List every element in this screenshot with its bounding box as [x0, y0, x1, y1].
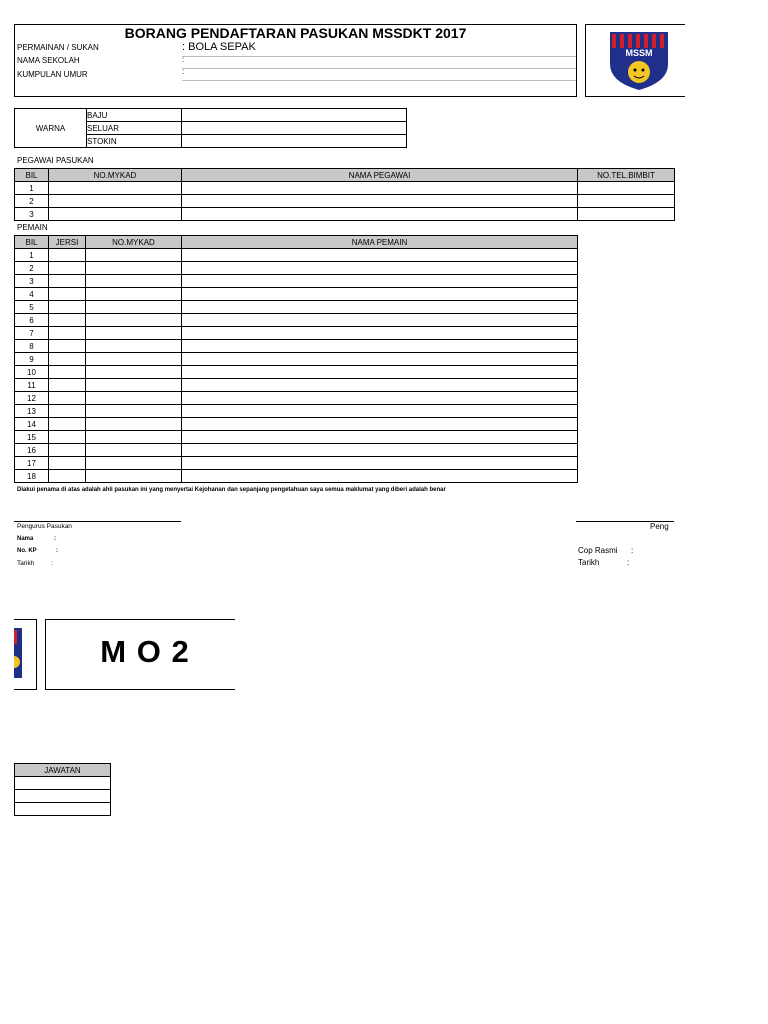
sig-tarikh-colon-right: :	[627, 558, 630, 567]
warna-input-baju[interactable]	[182, 109, 407, 122]
sig-nama-label: Nama	[17, 536, 34, 542]
table-row	[15, 418, 578, 431]
pegawai-col-nama: NAMA PEGAWAI	[182, 169, 578, 182]
field-line-2	[182, 68, 576, 69]
jawatan-table	[14, 763, 111, 816]
pemain-nama-cell[interactable]	[182, 262, 578, 275]
pemain-nama-cell[interactable]	[182, 392, 578, 405]
mssm-logo-partial	[14, 628, 22, 678]
pemain-jersi-cell[interactable]	[49, 301, 86, 314]
pemain-jersi-cell[interactable]	[49, 457, 86, 470]
table-row	[15, 405, 578, 418]
field-label-sekolah: NAMA SEKOLAH	[17, 56, 80, 65]
pemain-nama-cell[interactable]	[182, 366, 578, 379]
pemain-nama-cell[interactable]	[182, 288, 578, 301]
pemain-col-mykad: NO.MYKAD	[86, 236, 182, 249]
pemain-bil: 10	[15, 366, 49, 379]
pemain-mykad-cell[interactable]	[86, 405, 182, 418]
table-row	[15, 262, 578, 275]
sig-nokp-label: No. KP	[17, 548, 37, 554]
pegawai-cell[interactable]	[49, 195, 182, 208]
pemain-mykad-cell[interactable]	[86, 249, 182, 262]
pemain-nama-cell[interactable]	[182, 301, 578, 314]
warna-item-stokin: STOKIN	[87, 135, 182, 148]
pemain-mykad-cell[interactable]	[86, 470, 182, 483]
pegawai-cell[interactable]	[578, 195, 675, 208]
pemain-bil: 7	[15, 327, 49, 340]
pegawai-bil: 3	[15, 208, 49, 221]
warna-item-seluar: SELUAR	[87, 122, 182, 135]
logo-text: MSSM	[625, 48, 653, 58]
table-row	[15, 182, 675, 195]
warna-table	[14, 108, 407, 148]
field-value-umur[interactable]: :	[182, 67, 185, 76]
pemain-bil: 9	[15, 353, 49, 366]
table-row	[15, 803, 111, 816]
pegawai-bil: 2	[15, 195, 49, 208]
pemain-jersi-cell[interactable]	[49, 444, 86, 457]
pemain-nama-cell[interactable]	[182, 327, 578, 340]
table-row	[15, 327, 578, 340]
pegawai-col-bil: BIL	[15, 169, 49, 182]
table-row	[15, 457, 578, 470]
table-row	[15, 195, 675, 208]
pemain-jersi-cell[interactable]	[49, 470, 86, 483]
field-value-sukan[interactable]: : BOLA SEPAK	[182, 41, 256, 53]
pemain-bil: 18	[15, 470, 49, 483]
signature-line-left	[14, 521, 181, 522]
pemain-jersi-cell[interactable]	[49, 288, 86, 301]
pemain-nama-cell[interactable]	[182, 379, 578, 392]
pegawai-cell[interactable]	[182, 195, 578, 208]
pemain-jersi-cell[interactable]	[49, 366, 86, 379]
table-row	[15, 249, 578, 262]
pemain-mykad-cell[interactable]	[86, 418, 182, 431]
table-row	[15, 790, 111, 803]
pemain-bil: 15	[15, 431, 49, 444]
pemain-bil: 16	[15, 444, 49, 457]
pemain-mykad-cell[interactable]	[86, 288, 182, 301]
table-row	[15, 288, 578, 301]
pemain-bil: 2	[15, 262, 49, 275]
code-text: M O 2	[100, 634, 190, 669]
pemain-jersi-cell[interactable]	[49, 353, 86, 366]
pemain-bil: 14	[15, 418, 49, 431]
form-title: BORANG PENDAFTARAN PASUKAN MSSDKT 2017	[124, 25, 467, 41]
sig-nama-colon: :	[54, 536, 56, 542]
pemain-jersi-cell[interactable]	[49, 340, 86, 353]
pemain-jersi-cell[interactable]	[49, 431, 86, 444]
pemain-col-bil: BIL	[15, 236, 49, 249]
pemain-nama-cell[interactable]	[182, 275, 578, 288]
jawatan-cell[interactable]	[15, 803, 111, 816]
pemain-jersi-cell[interactable]	[49, 392, 86, 405]
sig-cop-label: Cop Rasmi	[578, 546, 618, 555]
sig-tarikh-label: Tarikh	[17, 560, 35, 567]
pemain-mykad-cell[interactable]	[86, 366, 182, 379]
pemain-mykad-cell[interactable]	[86, 301, 182, 314]
pemain-bil: 1	[15, 249, 49, 262]
pemain-jersi-cell[interactable]	[49, 379, 86, 392]
pegawai-cell[interactable]	[182, 208, 578, 221]
pemain-mykad-cell[interactable]	[86, 314, 182, 327]
sig-tarikh-colon: :	[51, 560, 53, 567]
pemain-jersi-cell[interactable]	[49, 262, 86, 275]
pegawai-section-label: PEGAWAI PASUKAN	[17, 156, 94, 165]
table-row	[15, 301, 578, 314]
pegawai-cell[interactable]	[578, 182, 675, 195]
pemain-nama-cell[interactable]	[182, 353, 578, 366]
pemain-col-jersi: JERSI	[49, 236, 86, 249]
table-row	[15, 275, 578, 288]
table-row	[15, 366, 578, 379]
table-row	[15, 208, 675, 221]
pemain-jersi-cell[interactable]	[49, 314, 86, 327]
pemain-nama-cell[interactable]	[182, 314, 578, 327]
pemain-nama-cell[interactable]	[182, 470, 578, 483]
pemain-mykad-cell[interactable]	[86, 327, 182, 340]
table-row	[15, 314, 578, 327]
pemain-nama-cell[interactable]	[182, 418, 578, 431]
pemain-bil: 11	[15, 379, 49, 392]
pemain-jersi-cell[interactable]	[49, 327, 86, 340]
table-row	[15, 379, 578, 392]
sig-nokp-colon: :	[56, 548, 58, 554]
pemain-bil: 5	[15, 301, 49, 314]
table-row	[15, 392, 578, 405]
warna-input-stokin[interactable]	[182, 135, 407, 148]
warna-input-seluar[interactable]	[182, 122, 407, 135]
field-value-sekolah[interactable]: :	[182, 55, 185, 64]
pemain-nama-cell[interactable]	[182, 405, 578, 418]
pemain-mykad-cell[interactable]	[86, 340, 182, 353]
pemain-bil: 4	[15, 288, 49, 301]
pemain-bil: 13	[15, 405, 49, 418]
table-row	[15, 340, 578, 353]
jawatan-header: JAWATAN	[15, 764, 111, 777]
signature-title-left: Pengurus Pasukan	[17, 523, 72, 530]
pemain-col-nama: NAMA PEMAIN	[182, 236, 578, 249]
table-row	[15, 470, 578, 483]
warna-item-baju: BAJU	[87, 109, 182, 122]
pemain-mykad-cell[interactable]	[86, 431, 182, 444]
pegawai-bil: 1	[15, 182, 49, 195]
pemain-jersi-cell[interactable]	[49, 275, 86, 288]
pemain-mykad-cell[interactable]	[86, 275, 182, 288]
sig-tarikh-label-right: Tarikh	[578, 558, 600, 567]
pemain-jersi-cell[interactable]	[49, 249, 86, 262]
pemain-jersi-cell[interactable]	[49, 405, 86, 418]
pemain-section-label: PEMAIN	[17, 223, 48, 232]
pegawai-table	[14, 168, 675, 221]
mssm-logo	[608, 30, 670, 92]
signature-title-right: Peng	[650, 522, 669, 531]
pemain-bil: 12	[15, 392, 49, 405]
pegawai-col-mykad: NO.MYKAD	[49, 169, 182, 182]
pemain-table	[14, 235, 578, 483]
table-row	[15, 431, 578, 444]
jawatan-cell[interactable]	[15, 777, 111, 790]
pemain-mykad-cell[interactable]	[86, 353, 182, 366]
pegawai-cell[interactable]	[49, 182, 182, 195]
pemain-mykad-cell[interactable]	[86, 379, 182, 392]
field-line-1	[182, 56, 576, 57]
table-row	[15, 353, 578, 366]
pegawai-cell[interactable]	[578, 208, 675, 221]
pemain-mykad-cell[interactable]	[86, 444, 182, 457]
pemain-mykad-cell[interactable]	[86, 392, 182, 405]
pemain-nama-cell[interactable]	[182, 444, 578, 457]
sig-cop-colon: :	[631, 546, 634, 555]
pemain-mykad-cell[interactable]	[86, 457, 182, 470]
jawatan-cell[interactable]	[15, 790, 111, 803]
field-line-3	[182, 80, 576, 81]
pemain-bil: 6	[15, 314, 49, 327]
table-row	[15, 777, 111, 790]
pemain-nama-cell[interactable]	[182, 249, 578, 262]
pemain-bil: 3	[15, 275, 49, 288]
pegawai-cell[interactable]	[182, 182, 578, 195]
pemain-bil: 8	[15, 340, 49, 353]
warna-label: WARNA	[15, 109, 87, 148]
table-row	[15, 444, 578, 457]
pemain-nama-cell[interactable]	[182, 431, 578, 444]
pemain-nama-cell[interactable]	[182, 340, 578, 353]
pegawai-col-tel: NO.TEL.BIMBIT	[578, 169, 675, 182]
declaration-text: Diakui penama di atas adalah ahli pasukan ini yang menyertai Kejohanan dan sepanjang pengetahuan saya semua maklumat yang diberi adalah benar	[17, 487, 446, 493]
field-label-sukan: PERMAINAN / SUKAN	[17, 43, 99, 52]
field-label-umur: KUMPULAN UMUR	[17, 70, 88, 79]
pemain-mykad-cell[interactable]	[86, 262, 182, 275]
pemain-bil: 17	[15, 457, 49, 470]
pegawai-cell[interactable]	[49, 208, 182, 221]
pemain-nama-cell[interactable]	[182, 457, 578, 470]
pemain-jersi-cell[interactable]	[49, 418, 86, 431]
